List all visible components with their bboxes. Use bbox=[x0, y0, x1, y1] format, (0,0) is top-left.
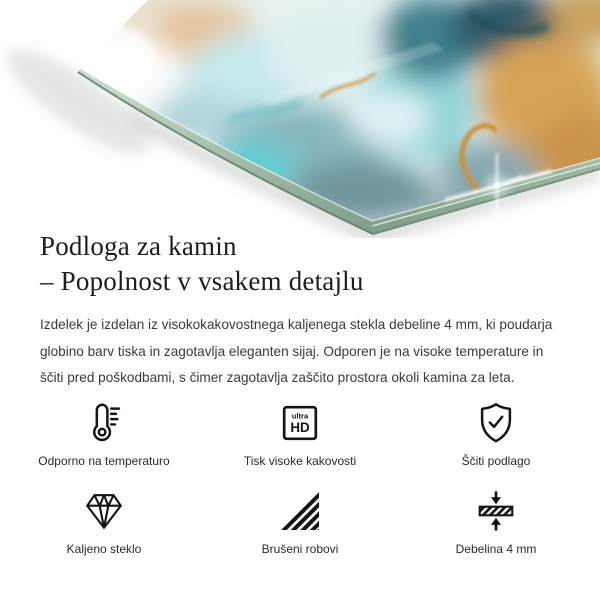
page-title bbox=[40, 229, 364, 299]
feature-heat-resistant bbox=[6, 400, 202, 468]
feature-print-quality bbox=[202, 400, 398, 468]
diamond-icon bbox=[81, 488, 127, 534]
feature-thickness bbox=[398, 488, 594, 556]
ultra-hd-icon-text-top: ultra bbox=[291, 411, 309, 421]
feature-label: Kaljeno steklo bbox=[66, 542, 142, 556]
feature-grid bbox=[0, 400, 600, 556]
feature-polished-edges bbox=[202, 488, 398, 556]
ultra-hd-icon-text-bottom: HD bbox=[290, 420, 310, 436]
feature-label: Ščiti podlago bbox=[461, 454, 531, 468]
page-title-line1: Podloga za kamin bbox=[40, 231, 237, 261]
feature-label: Odporno na temperaturo bbox=[38, 454, 170, 468]
page-title-line2: – Popolnost v vsakem detajlu bbox=[40, 266, 364, 296]
ultra-hd-icon bbox=[277, 400, 323, 446]
thickness-press-icon bbox=[473, 488, 519, 534]
shield-check-icon bbox=[473, 400, 519, 446]
feature-tempered-glass bbox=[6, 488, 202, 556]
product-photo bbox=[0, 0, 600, 238]
polished-edges-icon bbox=[277, 488, 323, 534]
feature-protects-surface bbox=[398, 400, 594, 468]
product-description: Izdelek je izdelan iz visokokakovostnega kaljenega stekla debeline 4 mm, ki poudarja globino barv tiska in zagotavlja eleganten sijaj. Odporen je na visoke temperature in ščiti pred poškodbami, s čimer zagotavlja zaščito prostora okoli kamina za leta. bbox=[40, 317, 553, 385]
thermometer-icon bbox=[81, 400, 127, 446]
feature-label: Debelina 4 mm bbox=[455, 542, 537, 556]
feature-label: Brušeni robovi bbox=[261, 542, 339, 556]
feature-label: Tisk visoke kakovosti bbox=[243, 454, 357, 468]
